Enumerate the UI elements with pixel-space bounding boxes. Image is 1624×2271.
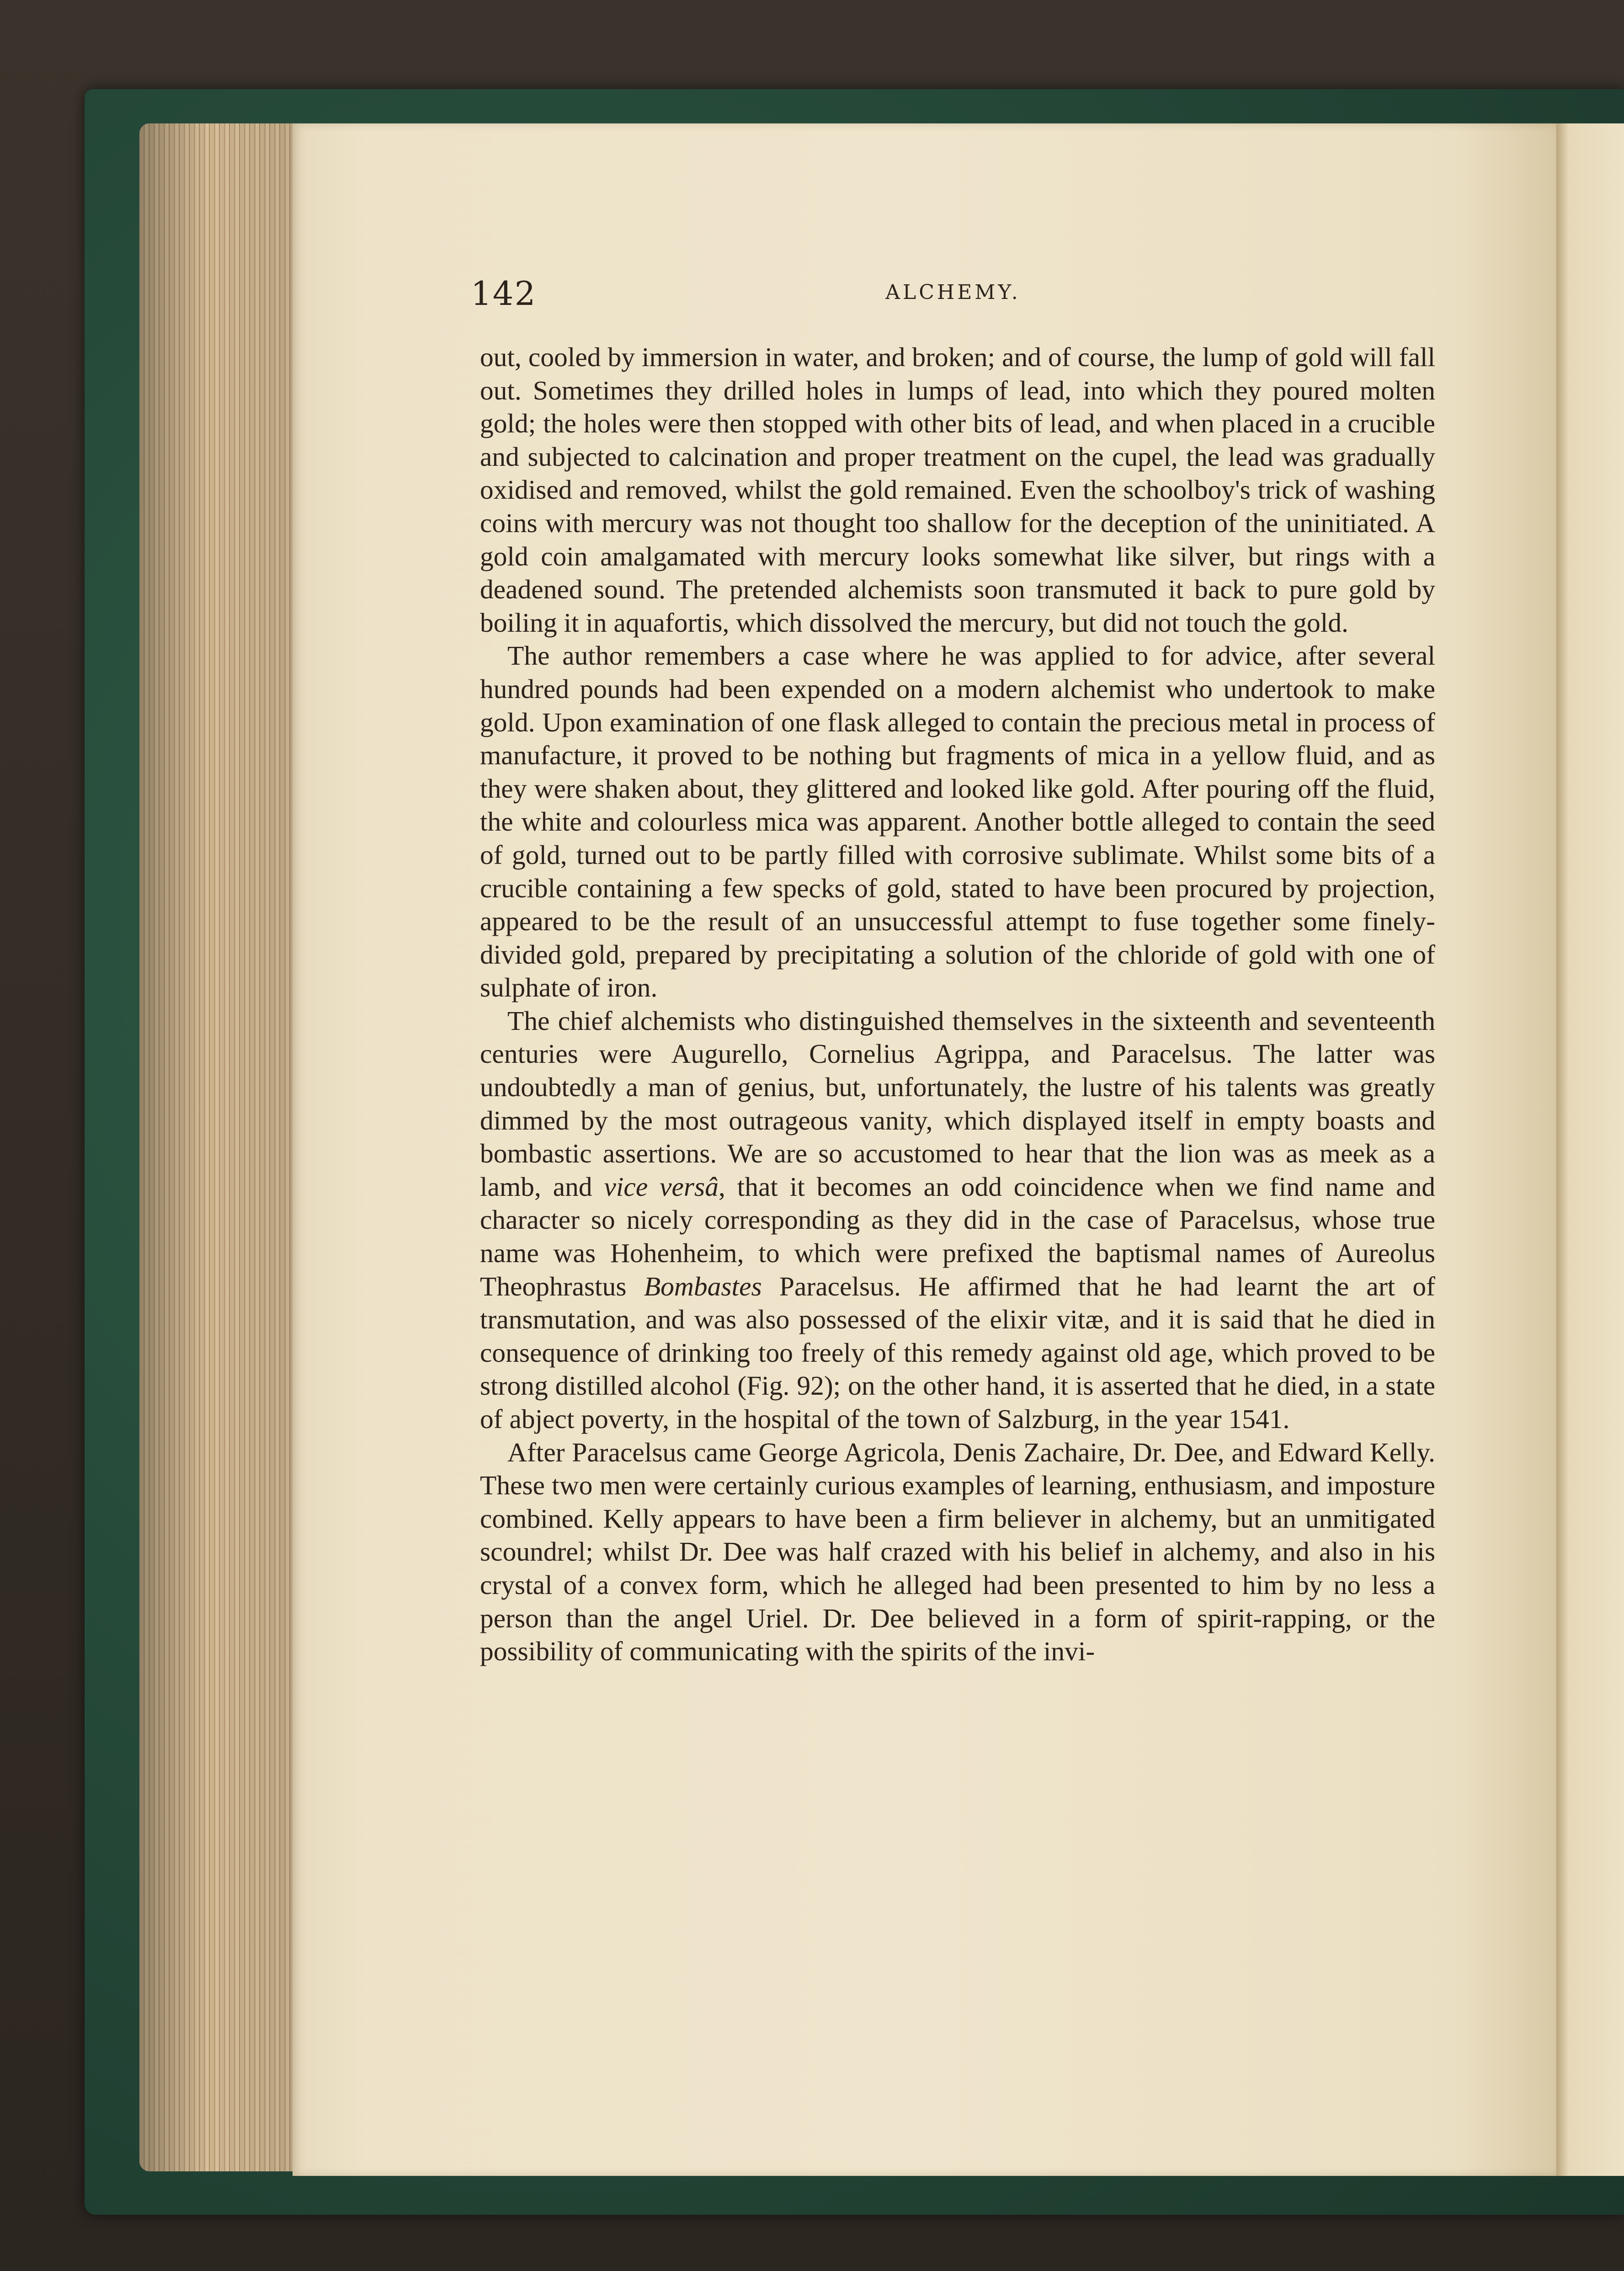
- body-text: [480, 341, 1435, 1668]
- paragraph-text: The author remembers a case where he was applied to for advice, after several hundred pounds had been expended on a modern alchemist who undertook to make gold. Upon examination of one flask alleged to contain the precious metal in process of manufacture, it proved to be nothing but fragments of mica in a yellow fluid, and as they were shaken about, they glittered and looked like gold. After pouring off the fluid, the white and colourless mica was apparent. Another bottle alleged to contain the seed of gold, turned out to be partly filled with corrosive sublimate. Whilst some bits of a crucible containing a few specks of gold, stated to have been procured by projection, appeared to be the result of an unsuccessful attempt to fuse together some finely-divided gold, prepared by precipitating a solution of the chloride of gold with one of sulphate of iron.: [480, 640, 1435, 1003]
- paragraph-text: After Paracelsus came George Agricola, Denis Zachaire, Dr. Dee, and Edward Kelly. These two men were certainly curious examples of learning, enthusiasm, and imposture combined. Kelly appears to have been a firm believer in alchemy, but an unmitigated scoundrel; whilst Dr. Dee was half crazed with his belief in alchemy, and also in his crystal of a convex form, which he alleged had been presented to him by no less a person than the angel Uriel. Dr. Dee believed in a form of spirit-rapping, or the possibility of communicating with the spirits of the invi-: [480, 1437, 1435, 1667]
- page-number: 142: [471, 274, 537, 313]
- paragraph: [480, 341, 1435, 639]
- next-page-edge: [1556, 123, 1624, 2176]
- paragraph: [480, 1436, 1435, 1668]
- page-header: [471, 274, 1435, 315]
- paragraph-text: The chief alchemists who distinguished themselves in the sixteenth and seventeenth centuries were Augurello, Cornelius Agrippa, and Paracelsus. The latter was undoubtedly a man of genius, but, unfortunately, the lustre of his talents was greatly dimmed by the most outrageous vanity, which displayed itself in empty boasts and bombastic assertions. We are so accustomed to hear that the lion was as meek as a lamb, and: [480, 1005, 1435, 1202]
- paragraph-text: Paracelsus. He affirmed that he had learnt the art of transmutation, and was also possessed of the elixir vitæ, and it is said that he died in consequence of drinking too freely of this remedy against old age, which proved to be strong distilled alcohol (Fig. 92); on the other hand, it is asserted that he died, in a state of abject poverty, in the hospital of the town of Salzburg, in the year 1541.: [480, 1271, 1435, 1434]
- paragraph: [480, 639, 1435, 1004]
- running-head: ALCHEMY.: [885, 281, 1021, 304]
- italic-text: Bombastes: [644, 1271, 762, 1301]
- paragraph-text: , that it becomes an odd coincidence when we find name and character so nicely corresponding as they did in the case of Paracelsus, whose true name was Hohenheim, to which were prefixed the baptismal names of Aureolus Theophrastus: [480, 1171, 1436, 1301]
- paragraph: [480, 1004, 1435, 1436]
- paragraph-text: out, cooled by immersion in water, and broken; and of course, the lump of gold will fall out. Sometimes they drilled holes in lumps of lead, into which they poured molten gold; the holes were then stopped with other bits of lead, and when placed in a crucible and subjected to calcination and proper treatment on the cupel, the lead was gradually oxidised and removed, whilst the gold remained. Even the schoolboy's trick of washing coins with mercury was not thought too shallow for the deception of the uninitiated. A gold coin amalgamated with mercury looks somewhat like silver, but rings with a deadened sound. The pretended alchemists soon transmuted it back to pure gold by boiling it in aquafortis, which dissolved the mercury, but did not touch the gold.: [480, 342, 1435, 638]
- italic-text: vice versâ: [604, 1171, 719, 1202]
- page-edges-shadow: [139, 123, 313, 2171]
